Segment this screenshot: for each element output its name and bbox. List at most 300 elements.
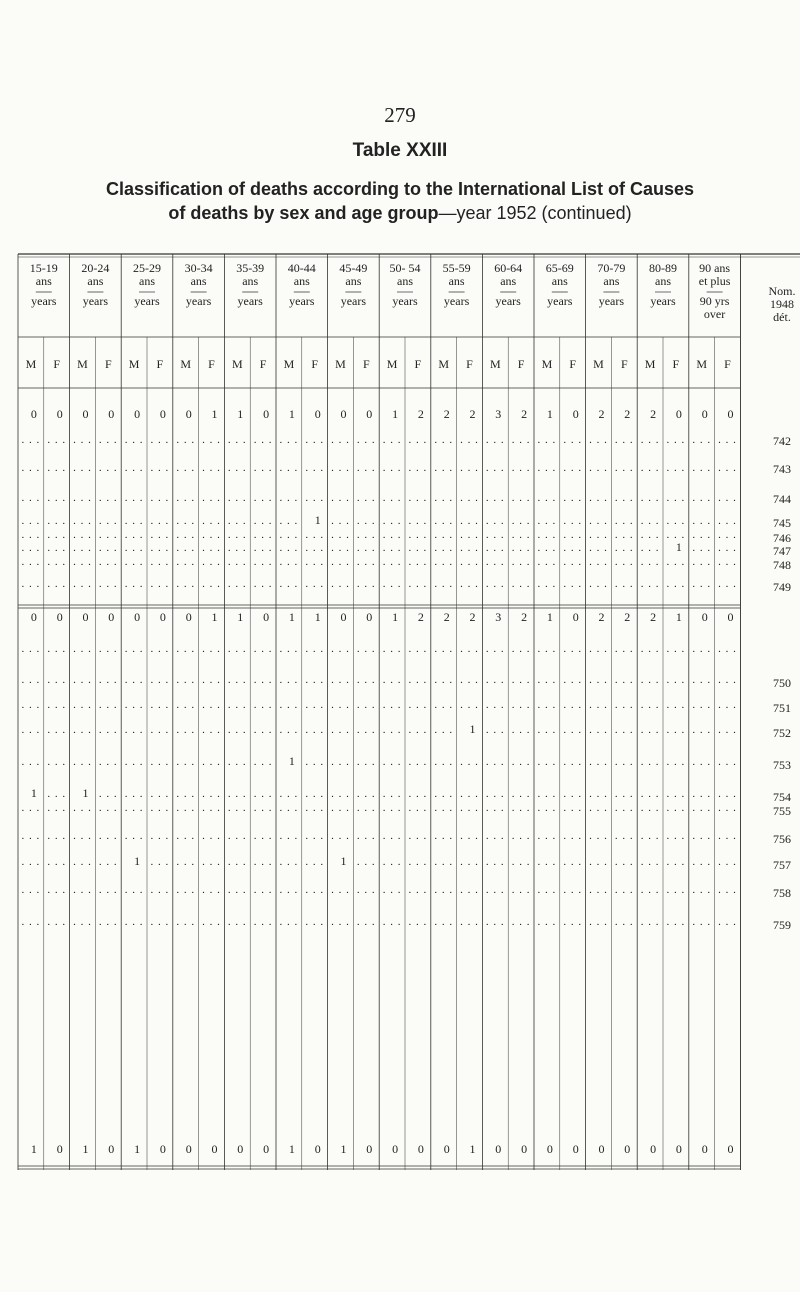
empty-cell-dots: . . . — [279, 884, 299, 896]
sex-female-label: F — [466, 357, 473, 371]
empty-cell-dots: . . . — [279, 724, 299, 736]
empty-cell-dots: . . . — [124, 529, 144, 541]
empty-cell-dots: . . . — [176, 884, 196, 896]
cause-code: 743 — [773, 462, 791, 476]
empty-cell-dots: . . . — [21, 492, 41, 504]
empty-cell-dots: . . . — [589, 802, 608, 814]
empty-cell-dots: . . . — [408, 462, 428, 474]
table-cell-value: 0 — [159, 1142, 166, 1156]
empty-cell-dots: . . . — [460, 492, 479, 504]
empty-cell-dots: . . . — [563, 578, 583, 590]
age-group-unit-fr: ans — [139, 274, 155, 288]
empty-cell-dots: . . . — [511, 756, 531, 768]
empty-cell-dots: . . . — [537, 884, 557, 896]
empty-cell-dots: . . . — [331, 529, 350, 541]
empty-cell-dots: . . . — [279, 916, 299, 928]
empty-cell-dots: . . . — [589, 884, 608, 896]
nomenclature-header: dét. — [773, 310, 791, 324]
empty-cell-dots: . . . — [485, 724, 505, 736]
table-cell-value: 1 — [675, 610, 682, 624]
table-cell-value: 0 — [366, 407, 373, 421]
empty-cell-dots: . . . — [21, 856, 41, 868]
empty-cell-dots: . . . — [73, 699, 92, 711]
empty-cell-dots: . . . — [279, 643, 299, 655]
empty-cell-dots: . . . — [640, 830, 660, 842]
empty-cell-dots: . . . — [537, 578, 557, 590]
empty-cell-dots: . . . — [176, 756, 196, 768]
empty-cell-dots: . . . — [511, 492, 531, 504]
table-cell-value: 1 — [288, 407, 295, 421]
empty-cell-dots: . . . — [98, 492, 118, 504]
empty-cell-dots: . . . — [460, 674, 479, 686]
empty-cell-dots: . . . — [98, 699, 118, 711]
empty-cell-dots: . . . — [356, 529, 376, 541]
empty-cell-dots: . . . — [47, 492, 67, 504]
empty-cell-dots: . . . — [640, 674, 660, 686]
empty-cell-dots: . . . — [692, 492, 712, 504]
empty-cell-dots: . . . — [589, 756, 608, 768]
empty-cell-dots: . . . — [408, 542, 428, 554]
empty-cell-dots: . . . — [279, 556, 299, 568]
empty-cell-dots: . . . — [382, 462, 402, 474]
age-group-unit-fr: ans — [345, 274, 362, 288]
table-cell-value: 1 — [675, 540, 682, 554]
empty-cell-dots: . . . — [21, 578, 41, 590]
empty-cell-dots: . . . — [614, 529, 634, 541]
table-cell-value: 0 — [185, 610, 192, 624]
empty-cell-dots: . . . — [485, 542, 505, 554]
empty-cell-dots: . . . — [227, 830, 247, 842]
empty-cell-dots: . . . — [176, 578, 196, 590]
empty-cell-dots: . . . — [434, 643, 454, 655]
empty-cell-dots: . . . — [511, 434, 531, 446]
empty-cell-dots: . . . — [21, 724, 41, 736]
empty-cell-dots: . . . — [666, 724, 686, 736]
cause-code: 748 — [773, 558, 791, 572]
empty-cell-dots: . . . — [640, 578, 660, 590]
empty-cell-dots: . . . — [511, 643, 531, 655]
empty-cell-dots: . . . — [408, 674, 428, 686]
cause-code: 758 — [773, 886, 791, 900]
empty-cell-dots: . . . — [408, 515, 428, 527]
nomenclature-header: Nom. — [768, 284, 796, 298]
table-cell-value: 0 — [727, 1142, 734, 1156]
empty-cell-dots: . . . — [98, 674, 118, 686]
empty-cell-dots: . . . — [253, 830, 273, 842]
empty-cell-dots: . . . — [666, 434, 686, 446]
empty-cell-dots: . . . — [202, 542, 221, 554]
table-cell-value: 1 — [82, 786, 89, 800]
empty-cell-dots: . . . — [253, 578, 273, 590]
table-cell-value: 1 — [237, 610, 244, 624]
empty-cell-dots: . . . — [718, 492, 737, 504]
empty-cell-dots: . . . — [718, 756, 737, 768]
sex-male-label: M — [180, 357, 192, 371]
empty-cell-dots: . . . — [279, 462, 299, 474]
empty-cell-dots: . . . — [537, 643, 557, 655]
empty-cell-dots: . . . — [563, 643, 583, 655]
empty-cell-dots: . . . — [98, 724, 118, 736]
empty-cell-dots: . . . — [589, 542, 608, 554]
empty-cell-dots: . . . — [382, 788, 402, 800]
empty-cell-dots: . . . — [718, 699, 737, 711]
empty-cell-dots: . . . — [692, 529, 712, 541]
empty-cell-dots: . . . — [227, 643, 247, 655]
table-cell-value: 2 — [521, 407, 528, 421]
empty-cell-dots: . . . — [47, 724, 67, 736]
empty-cell-dots: . . . — [150, 884, 170, 896]
table-cell-value: 1 — [469, 722, 476, 736]
empty-cell-dots: . . . — [279, 542, 299, 554]
empty-cell-dots: . . . — [331, 643, 350, 655]
empty-cell-dots: . . . — [718, 788, 737, 800]
table-cell-value: 2 — [624, 407, 631, 421]
table-cell-value: 0 — [495, 1142, 502, 1156]
empty-cell-dots: . . . — [124, 916, 144, 928]
empty-cell-dots: . . . — [563, 916, 583, 928]
empty-cell-dots: . . . — [408, 578, 428, 590]
empty-cell-dots: . . . — [718, 802, 737, 814]
table-cell-value: 0 — [650, 1142, 657, 1156]
table-cell-value: 0 — [366, 1142, 373, 1156]
empty-cell-dots: . . . — [718, 830, 737, 842]
empty-cell-dots: . . . — [331, 756, 350, 768]
empty-cell-dots: . . . — [21, 515, 41, 527]
sex-female-label: F — [517, 357, 525, 371]
empty-cell-dots: . . . — [485, 556, 505, 568]
table-cell-value: 1 — [392, 407, 399, 421]
empty-cell-dots: . . . — [202, 492, 221, 504]
table-cell-value: 1 — [134, 1142, 141, 1156]
empty-cell-dots: . . . — [666, 462, 686, 474]
empty-cell-dots: . . . — [98, 884, 118, 896]
empty-cell-dots: . . . — [202, 830, 221, 842]
empty-cell-dots: . . . — [485, 802, 505, 814]
empty-cell-dots: . . . — [73, 916, 92, 928]
empty-cell-dots: . . . — [692, 830, 712, 842]
empty-cell-dots: . . . — [485, 674, 505, 686]
empty-cell-dots: . . . — [563, 492, 583, 504]
empty-cell-dots: . . . — [460, 802, 479, 814]
empty-cell-dots: . . . — [202, 462, 221, 474]
empty-cell-dots: . . . — [589, 462, 608, 474]
empty-cell-dots: . . . — [434, 542, 454, 554]
age-group-range: 55-59 — [442, 261, 471, 275]
empty-cell-dots: . . . — [614, 462, 634, 474]
empty-cell-dots: . . . — [382, 643, 402, 655]
empty-cell-dots: . . . — [356, 724, 376, 736]
empty-cell-dots: . . . — [279, 674, 299, 686]
empty-cell-dots: . . . — [563, 434, 583, 446]
empty-cell-dots: . . . — [511, 542, 531, 554]
empty-cell-dots: . . . — [382, 830, 402, 842]
empty-cell-dots: . . . — [485, 788, 505, 800]
empty-cell-dots: . . . — [537, 434, 557, 446]
empty-cell-dots: . . . — [47, 643, 67, 655]
table-cell-value: 2 — [417, 610, 424, 624]
age-group-unit-fr: ans — [603, 274, 620, 288]
empty-cell-dots: . . . — [331, 556, 350, 568]
empty-cell-dots: . . . — [305, 643, 325, 655]
empty-cell-dots: . . . — [98, 802, 118, 814]
empty-cell-dots: . . . — [511, 578, 531, 590]
empty-cell-dots: . . . — [73, 643, 92, 655]
empty-cell-dots: . . . — [21, 884, 41, 896]
empty-cell-dots: . . . — [640, 856, 660, 868]
table-cell-value: 0 — [675, 1142, 682, 1156]
empty-cell-dots: . . . — [150, 556, 170, 568]
table-cell-value: 0 — [340, 407, 347, 421]
table-cell-value: 0 — [701, 407, 708, 421]
empty-cell-dots: . . . — [537, 674, 557, 686]
empty-cell-dots: . . . — [640, 515, 660, 527]
empty-cell-dots: . . . — [73, 830, 92, 842]
empty-cell-dots: . . . — [614, 724, 634, 736]
empty-cell-dots: . . . — [434, 462, 454, 474]
table-cell-value: 1 — [288, 1142, 295, 1156]
table-cell-value: 0 — [340, 610, 347, 624]
empty-cell-dots: . . . — [408, 856, 428, 868]
empty-cell-dots: . . . — [692, 515, 712, 527]
cause-code: 755 — [773, 804, 791, 818]
empty-cell-dots: . . . — [408, 434, 428, 446]
empty-cell-dots: . . . — [305, 916, 325, 928]
empty-cell-dots: . . . — [460, 462, 479, 474]
empty-cell-dots: . . . — [202, 699, 221, 711]
empty-cell-dots: . . . — [98, 434, 118, 446]
cause-code: 757 — [773, 858, 791, 872]
empty-cell-dots: . . . — [253, 492, 273, 504]
empty-cell-dots: . . . — [150, 788, 170, 800]
table-cell-value: 0 — [443, 1142, 450, 1156]
empty-cell-dots: . . . — [279, 492, 299, 504]
table-cell-value: 0 — [263, 610, 270, 624]
empty-cell-dots: . . . — [511, 515, 531, 527]
empty-cell-dots: . . . — [98, 462, 118, 474]
age-group-unit-fr: ans — [190, 274, 207, 288]
age-group-unit-en: years — [547, 294, 573, 308]
cause-code: 742 — [773, 434, 791, 448]
empty-cell-dots: . . . — [434, 699, 454, 711]
empty-cell-dots: . . . — [305, 462, 325, 474]
empty-cell-dots: . . . — [124, 884, 144, 896]
age-group-unit-en: 90 yrs — [699, 294, 730, 308]
empty-cell-dots: . . . — [150, 529, 170, 541]
empty-cell-dots: . . . — [98, 856, 118, 868]
age-group-unit-en: years — [185, 294, 212, 308]
empty-cell-dots: . . . — [356, 434, 376, 446]
table-cell-value: 0 — [159, 610, 166, 624]
age-group-unit-en: years — [237, 294, 263, 308]
empty-cell-dots: . . . — [124, 674, 144, 686]
empty-cell-dots: . . . — [692, 643, 712, 655]
table-cell-value: 0 — [572, 407, 579, 421]
table-cell-value: 2 — [443, 610, 450, 624]
empty-cell-dots: . . . — [692, 788, 712, 800]
table-cell-value: 2 — [624, 610, 631, 624]
empty-cell-dots: . . . — [434, 529, 454, 541]
table-cell-value: 1 — [237, 407, 244, 421]
empty-cell-dots: . . . — [434, 556, 454, 568]
empty-cell-dots: . . . — [150, 462, 170, 474]
empty-cell-dots: . . . — [640, 724, 660, 736]
empty-cell-dots: . . . — [666, 515, 686, 527]
empty-cell-dots: . . . — [98, 529, 118, 541]
empty-cell-dots: . . . — [382, 916, 402, 928]
empty-cell-dots: . . . — [614, 643, 634, 655]
empty-cell-dots: . . . — [434, 802, 454, 814]
empty-cell-dots: . . . — [666, 788, 686, 800]
empty-cell-dots: . . . — [21, 529, 41, 541]
empty-cell-dots: . . . — [227, 802, 247, 814]
table-cell-value: 0 — [56, 610, 63, 624]
empty-cell-dots: . . . — [460, 578, 479, 590]
empty-cell-dots: . . . — [692, 802, 712, 814]
table-cell-value: 0 — [134, 610, 141, 624]
table-cell-value: 1 — [340, 1142, 347, 1156]
empty-cell-dots: . . . — [202, 529, 221, 541]
empty-cell-dots: . . . — [279, 515, 299, 527]
empty-cell-dots: . . . — [176, 699, 196, 711]
empty-cell-dots: . . . — [614, 856, 634, 868]
cause-code: 750 — [773, 676, 791, 690]
empty-cell-dots: . . . — [408, 492, 428, 504]
empty-cell-dots: . . . — [227, 462, 247, 474]
empty-cell-dots: . . . — [73, 492, 92, 504]
empty-cell-dots: . . . — [666, 830, 686, 842]
empty-cell-dots: . . . — [331, 830, 350, 842]
empty-cell-dots: . . . — [511, 788, 531, 800]
age-group-unit-fr: ans — [293, 274, 310, 288]
empty-cell-dots: . . . — [434, 756, 454, 768]
empty-cell-dots: . . . — [202, 916, 221, 928]
sex-male-label: M — [77, 357, 88, 371]
empty-cell-dots: . . . — [614, 788, 634, 800]
table-cell-value: 0 — [366, 610, 373, 624]
empty-cell-dots: . . . — [21, 830, 41, 842]
empty-cell-dots: . . . — [408, 699, 428, 711]
empty-cell-dots: . . . — [150, 916, 170, 928]
empty-cell-dots: . . . — [305, 856, 325, 868]
empty-cell-dots: . . . — [227, 556, 247, 568]
empty-cell-dots: . . . — [563, 674, 583, 686]
empty-cell-dots: . . . — [73, 542, 92, 554]
table-cell-value: 0 — [263, 407, 270, 421]
empty-cell-dots: . . . — [150, 830, 170, 842]
empty-cell-dots: . . . — [434, 492, 454, 504]
cause-code: 745 — [773, 516, 791, 530]
table-cell-value: 2 — [469, 407, 476, 421]
empty-cell-dots: . . . — [331, 699, 350, 711]
empty-cell-dots: . . . — [563, 856, 583, 868]
empty-cell-dots: . . . — [227, 699, 247, 711]
empty-cell-dots: . . . — [563, 756, 583, 768]
empty-cell-dots: . . . — [227, 756, 247, 768]
table-cell-value: 0 — [572, 610, 579, 624]
empty-cell-dots: . . . — [460, 515, 479, 527]
table-cell-value: 0 — [521, 1142, 528, 1156]
empty-cell-dots: . . . — [434, 788, 454, 800]
empty-cell-dots: . . . — [227, 578, 247, 590]
empty-cell-dots: . . . — [305, 529, 325, 541]
empty-cell-dots: . . . — [460, 884, 479, 896]
empty-cell-dots: . . . — [331, 802, 350, 814]
table-cell-value: 2 — [443, 407, 450, 421]
empty-cell-dots: . . . — [21, 756, 41, 768]
empty-cell-dots: . . . — [640, 916, 660, 928]
empty-cell-dots: . . . — [640, 802, 660, 814]
empty-cell-dots: . . . — [537, 916, 557, 928]
empty-cell-dots: . . . — [614, 578, 634, 590]
table-cell-value: 2 — [650, 610, 657, 624]
table-cell-value: 0 — [134, 407, 141, 421]
empty-cell-dots: . . . — [176, 515, 196, 527]
age-group-range: 25-29 — [133, 261, 161, 275]
table-cell-value: 1 — [211, 407, 218, 421]
empty-cell-dots: . . . — [202, 434, 221, 446]
empty-cell-dots: . . . — [408, 529, 428, 541]
cause-code: 747 — [773, 544, 791, 558]
empty-cell-dots: . . . — [176, 434, 196, 446]
empty-cell-dots: . . . — [21, 462, 41, 474]
empty-cell-dots: . . . — [279, 434, 299, 446]
empty-cell-dots: . . . — [73, 724, 92, 736]
empty-cell-dots: . . . — [537, 856, 557, 868]
empty-cell-dots: . . . — [227, 542, 247, 554]
empty-cell-dots: . . . — [511, 674, 531, 686]
empty-cell-dots: . . . — [331, 916, 350, 928]
empty-cell-dots: . . . — [589, 856, 608, 868]
empty-cell-dots: . . . — [434, 830, 454, 842]
empty-cell-dots: . . . — [460, 529, 479, 541]
empty-cell-dots: . . . — [305, 756, 325, 768]
empty-cell-dots: . . . — [511, 462, 531, 474]
cause-code: 751 — [773, 701, 791, 715]
empty-cell-dots: . . . — [485, 884, 505, 896]
cause-code: 746 — [773, 531, 791, 545]
empty-cell-dots: . . . — [614, 492, 634, 504]
empty-cell-dots: . . . — [331, 724, 350, 736]
table-cell-value: 2 — [650, 407, 657, 421]
empty-cell-dots: . . . — [382, 578, 402, 590]
empty-cell-dots: . . . — [176, 643, 196, 655]
empty-cell-dots: . . . — [408, 724, 428, 736]
age-group-unit-en: years — [392, 294, 418, 308]
empty-cell-dots: . . . — [331, 515, 350, 527]
table-cell-value: 0 — [211, 1142, 218, 1156]
empty-cell-dots: . . . — [434, 515, 454, 527]
empty-cell-dots: . . . — [98, 556, 118, 568]
empty-cell-dots: . . . — [589, 788, 608, 800]
empty-cell-dots: . . . — [331, 884, 350, 896]
table-cell-value: 3 — [495, 610, 502, 624]
sex-female-label: F — [362, 357, 370, 371]
empty-cell-dots: . . . — [331, 578, 350, 590]
table-cell-value: 1 — [82, 1142, 89, 1156]
empty-cell-dots: . . . — [563, 529, 583, 541]
empty-cell-dots: . . . — [692, 434, 712, 446]
empty-cell-dots: . . . — [150, 674, 170, 686]
age-group-range: 45-49 — [339, 261, 368, 275]
empty-cell-dots: . . . — [150, 699, 170, 711]
empty-cell-dots: . . . — [21, 916, 41, 928]
empty-cell-dots: . . . — [202, 643, 221, 655]
table-cell-value: 1 — [546, 610, 553, 624]
empty-cell-dots: . . . — [253, 556, 273, 568]
empty-cell-dots: . . . — [279, 830, 299, 842]
empty-cell-dots: . . . — [640, 434, 660, 446]
empty-cell-dots: . . . — [202, 515, 221, 527]
